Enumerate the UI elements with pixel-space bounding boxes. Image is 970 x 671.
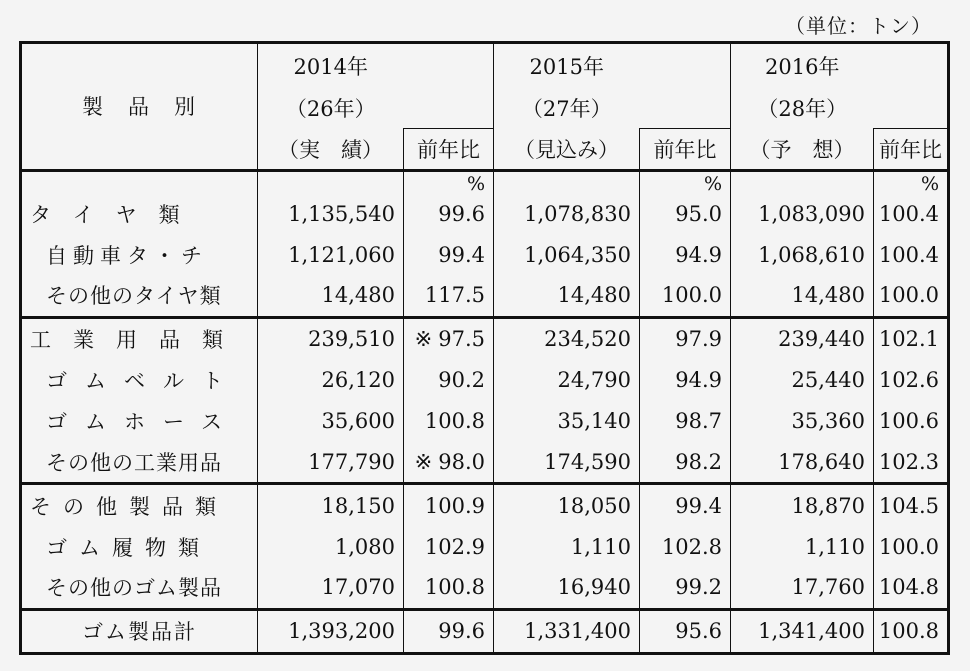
era-2016: （28年） [757, 96, 848, 121]
table-row: タイヤ類 1,135,540 99.6 1,078,830 95.0 1,083,090 100.4 [21, 193, 949, 234]
row-label: 工業用品類 [21, 317, 258, 359]
year-2015: 2015年 [529, 54, 604, 79]
row-label: その他のタイヤ類 [21, 275, 258, 317]
row-label: ゴムホース [21, 401, 258, 442]
table-row: 工業用品類 239,510 ※ 97.5 234,520 97.9 239,440 102.1 [21, 317, 949, 359]
table-row: ゴムベルト 26,120 90.2 24,790 94.9 25,440 102.6 [21, 360, 949, 401]
value-label-2015: （見込み） [514, 137, 619, 162]
note-mark: ※ [414, 449, 433, 474]
row-label: ゴムベルト [21, 360, 258, 401]
ratio-label-2016: 前年比 [874, 128, 949, 170]
year-2014: 2014年 [293, 54, 368, 79]
percent-sign-row [21, 170, 949, 193]
table-row-total: ゴム製品計 1,393,200 99.6 1,331,400 95.6 1,341,400 100.8 [21, 609, 949, 653]
era-2014: （26年） [285, 96, 376, 121]
ratio-label-2014: 前年比 [404, 128, 494, 170]
table-row: その他のゴム製品 17,070 100.8 16,940 99.2 17,760 104.8 [21, 567, 949, 609]
value-label-2016: （予 想） [749, 137, 855, 162]
table-row: ゴム履物類 1,080 102.9 1,110 102.8 1,110 100.0 [21, 526, 949, 567]
pct-sign-2014: % [404, 170, 494, 193]
header-row-year [21, 43, 949, 88]
row-label: ゴム製品計 [21, 609, 258, 653]
table-row: ゴムホース 35,600 100.8 35,140 98.7 35,360 100.6 [21, 401, 949, 442]
table-row: 自動車タ・チ 1,121,060 99.4 1,064,350 94.9 1,068,610 100.4 [21, 234, 949, 275]
note-mark: ※ [414, 327, 433, 352]
row-label: ゴム履物類 [21, 526, 258, 567]
rubber-products-table [19, 41, 950, 655]
row-label: その他のゴム製品 [21, 567, 258, 609]
table-row: その他のタイヤ類 14,480 117.5 14,480 100.0 14,480 100.0 [21, 275, 949, 317]
row-label: タイヤ類 [21, 193, 258, 234]
ratio-label-2015: 前年比 [640, 128, 731, 170]
product-column-header: 製 品 別 [21, 43, 258, 171]
unit-label: （単位：トン） [785, 14, 932, 38]
row-label: その他製品類 [21, 484, 258, 526]
value-label-2014: （実 績） [278, 137, 383, 162]
year-2016: 2016年 [765, 54, 840, 79]
table-row: その他の工業用品 177,790 ※ 98.0 174,590 98.2 178,640 102.3 [21, 441, 949, 483]
era-2015: （27年） [521, 96, 612, 121]
row-label: 自動車タ・チ [21, 234, 258, 275]
table-row: その他製品類 18,150 100.9 18,050 99.4 18,870 104.5 [21, 484, 949, 526]
pct-sign-2015: % [640, 170, 731, 193]
row-label: その他の工業用品 [21, 441, 258, 483]
pct-sign-2016: % [920, 173, 939, 194]
